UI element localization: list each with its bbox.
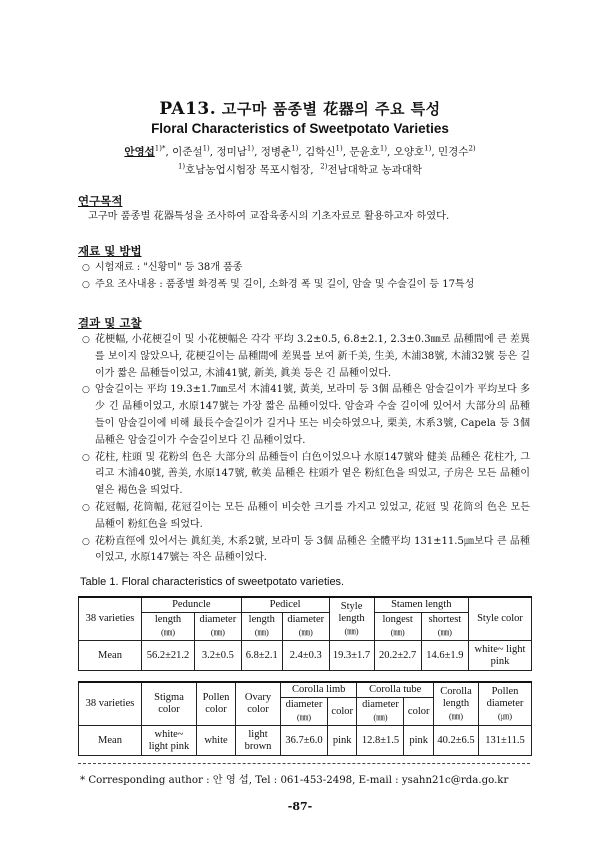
unit: (㎛) bbox=[497, 710, 513, 721]
table-header-row bbox=[79, 597, 532, 613]
style-length-header: Style length bbox=[338, 600, 365, 624]
unit: (㎜) bbox=[437, 627, 452, 637]
section-heading-purpose: 연구목적 bbox=[78, 194, 123, 208]
author-sup: 1) bbox=[291, 144, 299, 153]
list-item: ○ 花柱, 柱頭 및 花粉의 色은 大部分의 品種들이 白色이었으나 水原147號와 健美 品種은 花柱가, 그리고 木浦40號, 善美, 水原147號, 軟美 品種은 柱頭가 옅은 粉紅色을 띄었고, 子房은 모든 品種이 옅은 褐色을 띄었다. bbox=[82, 450, 530, 500]
unit: (㎜) bbox=[344, 625, 359, 636]
table-group-header: Stamen length bbox=[374, 597, 468, 613]
purpose-text: 고구마 품종별 花器특성을 조사하여 교잡육종시의 기초자료로 활용하고자 하였다. bbox=[88, 211, 450, 222]
footer-divider bbox=[78, 763, 530, 764]
author: 김학신 bbox=[305, 146, 336, 158]
table-subheader: color bbox=[327, 698, 357, 726]
table-row-label: 38 varieties bbox=[79, 682, 142, 726]
table-cell: 36.7±6.0 bbox=[281, 726, 328, 756]
table-subheader bbox=[142, 613, 195, 641]
unit: (㎜) bbox=[296, 712, 312, 722]
author-sup: 1) bbox=[335, 144, 343, 153]
table-cell: Mean bbox=[79, 641, 142, 671]
table-cell: white~ light pink bbox=[142, 726, 197, 756]
affiliations bbox=[0, 162, 600, 177]
list-item: ○ 花粉直徑에 있어서는 眞紅美, 木系2號, 보라미 등 3個 品種은 全體平均 131±11.5㎛보다 큰 品種이었고, 水原147號는 작은 品種이었다. bbox=[82, 534, 530, 568]
pollen-diameter-header: Pollen diameter bbox=[486, 685, 524, 709]
table-group-header: Ovary color bbox=[236, 682, 281, 726]
list-item: ○ 암술길이는 平均 19.3±1.7㎜로서 木浦41號, 黃美, 보라미 등 3個 品種은 암술길이가 平均보다 多少 긴 品種이었고, 水原147號는 가장 짧은 品種이었다. 암술과 수술 길이에 있어서 大部分의 品種들이 암술길이에 비해 最長수술길이가 길거나 또는 비슷하였으나, 栗美, 木系3號, Capela 등 3個 品種은 암술길이가 수술길이보다 긴 品種이었다. bbox=[82, 382, 530, 449]
unit: (㎜) bbox=[448, 710, 464, 721]
subheader-label: diameter bbox=[285, 699, 323, 710]
subheader-label: length bbox=[154, 614, 182, 625]
table-cell: 14.6±1.9 bbox=[421, 641, 468, 671]
subheader-label: length bbox=[248, 614, 275, 625]
table-group-header: Peduncle bbox=[142, 597, 242, 613]
corresponding-author-note: * Corresponding author : 안 영 섭, Tel : 061-453-2498, E-mail : ysahn21c@rda.go.kr bbox=[80, 775, 509, 786]
section-heading-results: 결과 및 고찰 bbox=[78, 316, 142, 330]
results-list bbox=[82, 332, 530, 567]
table-subheader bbox=[281, 698, 328, 726]
list-item: ○ 花梗幅, 小花梗길이 및 小花梗幅은 각각 平均 3.2±0.5, 6.8±2.1, 2.3±0.3㎜로 品種間에 큰 差異를 보이지 않았으나, 花梗길이는 品種間에 差異를 보여 新千美, 生美, 木浦38號, 木浦32號 등은 길이가 짧은 品種들이었고, 木浦41號, 新美, 眞美 등은 긴 品種이었다. bbox=[82, 332, 530, 382]
title-english: Floral Characteristics of Sweetpotato Varieties bbox=[151, 121, 449, 136]
unit: (㎜) bbox=[298, 627, 313, 637]
table-cell: pink bbox=[404, 726, 434, 756]
table-group-header: Pedicel bbox=[241, 597, 329, 613]
methods-list bbox=[82, 260, 530, 293]
table-row-label: 38 varieties bbox=[79, 597, 142, 641]
corolla-length-header: Corolla length bbox=[440, 685, 472, 709]
author-sup: 1) bbox=[424, 144, 432, 153]
affiliation: 전남대학교 농과대학 bbox=[327, 164, 423, 176]
table-cell: white bbox=[197, 726, 236, 756]
table-group-header bbox=[329, 597, 374, 641]
unit: (㎜) bbox=[390, 627, 405, 637]
table-group-header: Corolla limb bbox=[281, 682, 357, 698]
list-item: ○ 주요 조사내용 : 품종별 화경폭 및 길이, 소화경 폭 및 길이, 암술 및 수술길이 등 17특성 bbox=[82, 277, 530, 294]
author: 오양호 bbox=[393, 146, 425, 158]
table-subheader bbox=[241, 613, 282, 641]
table-group-header: Pollen color bbox=[197, 682, 236, 726]
author-sup: 1) bbox=[246, 144, 255, 153]
table-part-2 bbox=[78, 681, 532, 756]
author: 문윤호 bbox=[349, 146, 380, 158]
table-cell: light brown bbox=[236, 726, 281, 756]
author-sup: 1) bbox=[379, 144, 388, 153]
table-subheader bbox=[357, 698, 404, 726]
table-group-header bbox=[479, 682, 532, 726]
table-part-1 bbox=[78, 596, 532, 671]
table-header-row bbox=[79, 682, 532, 698]
unit: (㎜) bbox=[160, 627, 176, 637]
table-subheader: color bbox=[404, 698, 434, 726]
author: 민경수 bbox=[438, 146, 469, 158]
table-cell: 131±11.5 bbox=[479, 726, 532, 756]
table-cell: 20.2±2.7 bbox=[374, 641, 421, 671]
table-subheader bbox=[282, 613, 329, 641]
list-item: ○ 花冠幅, 花筒幅, 花冠길이는 모든 品種이 비슷한 크기를 가지고 있었고, 花冠 및 花筒의 色은 모든 品種이 粉紅色을 띄었다. bbox=[82, 500, 530, 534]
table-group-header bbox=[434, 682, 479, 726]
table-group-header: Stigma color bbox=[142, 682, 197, 726]
author-sup: 2) bbox=[468, 144, 476, 153]
table-subheader bbox=[374, 613, 421, 641]
table-subheader-row bbox=[79, 613, 532, 641]
page-number: -87- bbox=[287, 800, 313, 813]
unit: (㎜) bbox=[373, 712, 388, 722]
section-heading-methods: 재료 및 방법 bbox=[78, 244, 142, 258]
subheader-label: longest bbox=[382, 614, 413, 625]
table-caption: Table 1. Floral characteristics of sweetpotato varieties. bbox=[80, 576, 345, 588]
table-group-header: Style color bbox=[469, 597, 532, 641]
subheader-label: shortest bbox=[428, 614, 462, 625]
first-author-sup: 1)* bbox=[154, 144, 166, 153]
table-cell: 12.8±1.5 bbox=[357, 726, 404, 756]
list-item: ○ 시험재료 : "신황미" 등 38개 품종 bbox=[82, 260, 530, 277]
table-cell: white~ light pink bbox=[469, 641, 532, 671]
table-cell: pink bbox=[327, 726, 357, 756]
subheader-label: diameter bbox=[287, 614, 325, 625]
table-cell: 2.4±0.3 bbox=[282, 641, 329, 671]
affiliation: 호남농업시험장 목포시험장, bbox=[185, 164, 314, 176]
table-row bbox=[79, 641, 532, 671]
table-cell: 6.8±2.1 bbox=[241, 641, 282, 671]
author: 정병춘 bbox=[260, 146, 292, 158]
affiliation-sup: 2) bbox=[320, 162, 328, 171]
title-korean bbox=[0, 98, 600, 119]
table-cell: 56.2±21.2 bbox=[142, 641, 195, 671]
table-cell: Mean bbox=[79, 726, 142, 756]
subheader-label: diameter bbox=[362, 699, 399, 710]
unit: (㎜) bbox=[254, 627, 269, 637]
table-cell: 19.3±1.7 bbox=[329, 641, 374, 671]
affiliation-sup: 1) bbox=[177, 162, 186, 171]
table-group-header: Corolla tube bbox=[357, 682, 434, 698]
first-author: 안영섭 bbox=[124, 146, 155, 158]
table-subheader bbox=[421, 613, 468, 641]
subheader-label: diameter bbox=[199, 614, 237, 625]
author: 이준설 bbox=[172, 146, 203, 158]
abstract-code: PA13. bbox=[159, 99, 217, 119]
author-list: 안영섭$^{1)*}$, 이준설$^{1)}$, 정미남$^{1)}$, 정병춘$^{1)}$, 김학신$^{1)}$, 문윤호$^{1)}$, 오양호$^{1)}$, 민경수$^{2)}$ bbox=[124, 144, 476, 158]
author-sup: 1) bbox=[202, 144, 210, 153]
author: 정미남 bbox=[216, 146, 247, 158]
table-cell: 3.2±0.5 bbox=[195, 641, 242, 671]
table-cell: 40.2±6.5 bbox=[434, 726, 479, 756]
table-subheader bbox=[195, 613, 242, 641]
unit: (㎜) bbox=[210, 627, 225, 637]
table-row bbox=[79, 726, 532, 756]
title-korean-text: 고구마 품종별 花器의 주요 특성 bbox=[221, 100, 441, 118]
